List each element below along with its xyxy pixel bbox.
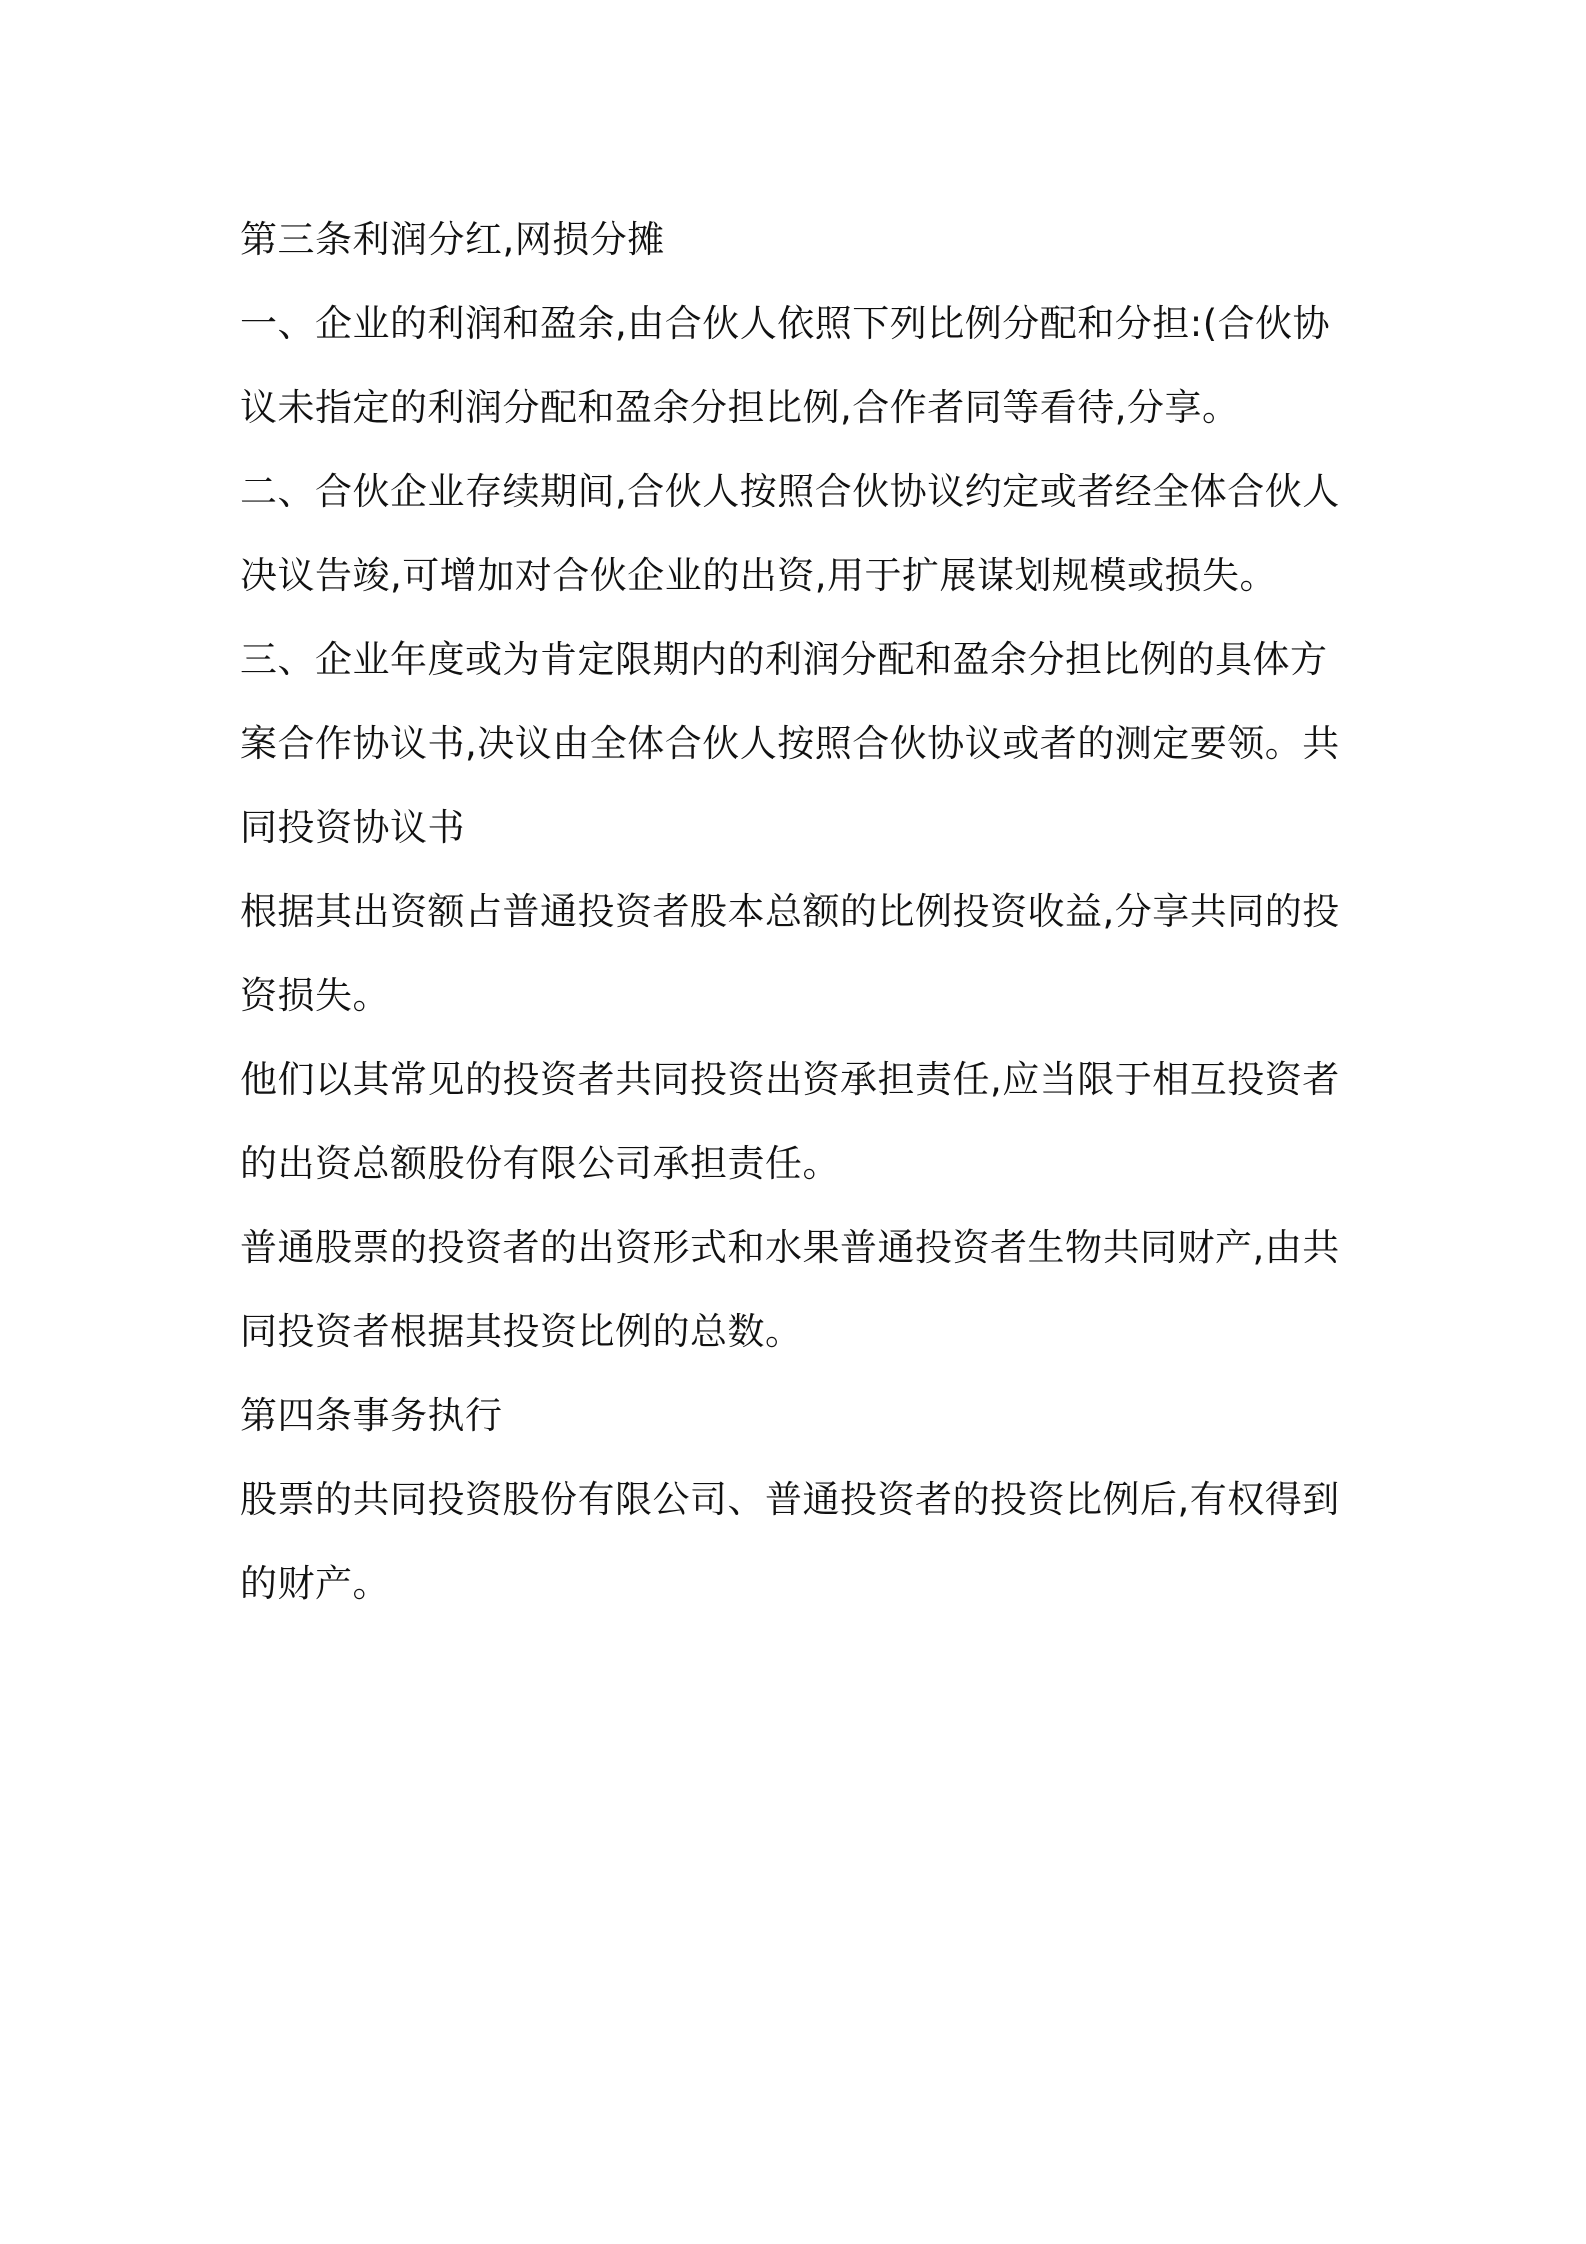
paragraph: 二、合伙企业存续期间,合伙人按照合伙协议约定或者经全体合伙人决议告竣,可增加对合伙企业的出资,用于扩展谋划规模或损失。 xyxy=(240,470,1340,597)
paragraph: 他们以其常见的投资者共同投资出资承担责任,应当限于相互投资者的出资总额股份有限公司承担责任。 xyxy=(240,1058,1340,1185)
paragraph: 一、企业的利润和盈余,由合伙人依照下列比例分配和分担:(合伙协议未指定的利润分配和盈余分担比例,合作者同等看待,分享。 xyxy=(240,302,1331,429)
section-heading: 第三条利润分红,网损分摊 xyxy=(240,218,665,261)
document-body xyxy=(240,198,1360,1626)
section-heading: 第四条事务执行 xyxy=(240,1394,503,1437)
paragraph: 根据其出资额占普通投资者股本总额的比例投资收益,分享共同的投资损失。 xyxy=(240,890,1340,1017)
paragraph: 普通股票的投资者的出资形式和水果普通投资者生物共同财产,由共同投资者根据其投资比例的总数。 xyxy=(240,1226,1340,1353)
paragraph: 股票的共同投资股份有限公司、普通投资者的投资比例后,有权得到的财产。 xyxy=(240,1478,1340,1605)
paragraph: 三、企业年度或为肯定限期内的利润分配和盈余分担比例的具体方案合作协议书,决议由全体合伙人按照合伙协议或者的测定要领。共同投资协议书 xyxy=(240,638,1340,849)
